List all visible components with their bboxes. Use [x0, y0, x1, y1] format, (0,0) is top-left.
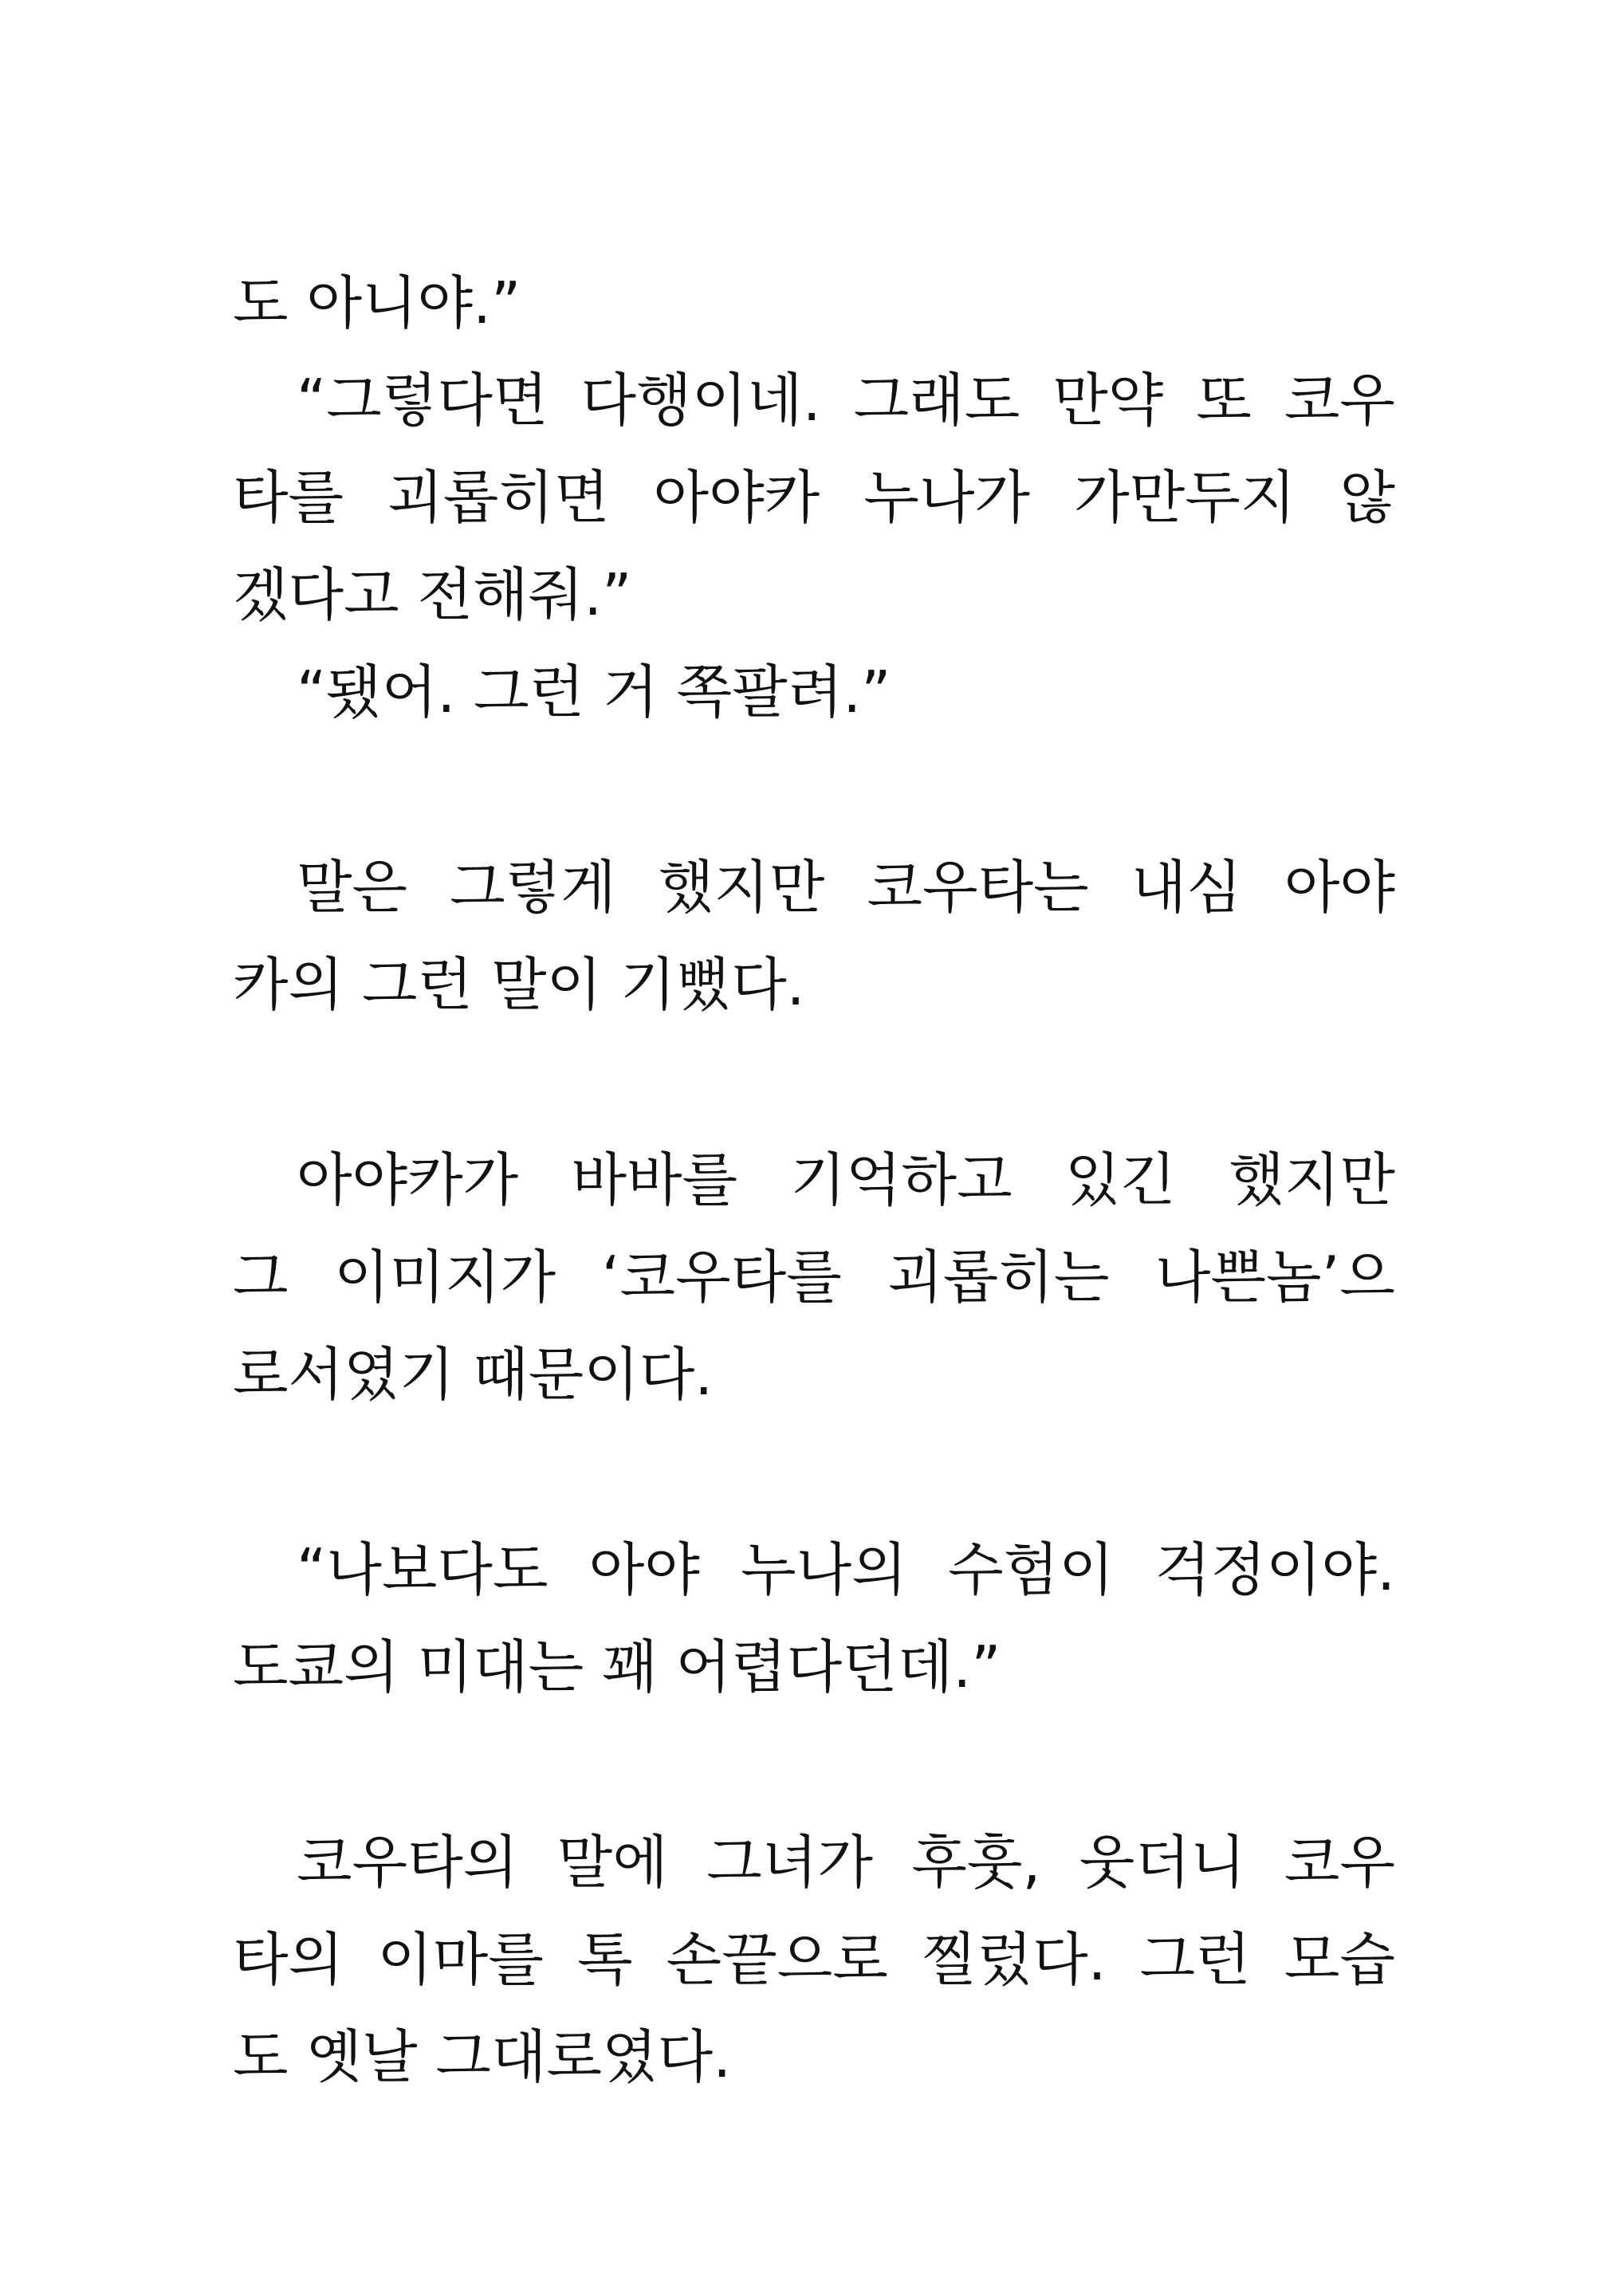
text-line: 로서였기 때문이다. — [233, 1341, 714, 1408]
text-line: “나보다도 아야 누나의 수험이 걱정이야. — [297, 1536, 1395, 1603]
text-line: 아야카가 바바를 기억하고 있긴 했지만 — [297, 1146, 1395, 1213]
text-line: 카의 그런 말이 기뻤다. — [233, 951, 805, 1018]
text-line: 도 아니야.” — [233, 269, 521, 336]
text-line: 타의 이마를 톡 손끝으로 찔렀다. 그런 모습 — [233, 1926, 1395, 1993]
text-line: 그 이미지가 ‘코우타를 괴롭히는 나쁜놈’으 — [233, 1244, 1395, 1311]
text-line: 코우타의 말에 그녀가 후훗, 웃더니 코우 — [297, 1829, 1395, 1896]
text-line: 말은 그렇게 했지만 코우타는 내심 아야 — [297, 854, 1395, 921]
text-line: “됐어. 그런 거 쪽팔려.” — [297, 659, 891, 725]
text-line: “그렇다면 다행이네. 그래도 만약 또 코우 — [297, 367, 1395, 434]
text-line: 도 옛날 그대로였다. — [233, 2023, 732, 2090]
text-line: 타를 괴롭히면 아야카 누나가 가만두지 않 — [233, 464, 1395, 531]
text-line: 도쿄의 미대는 꽤 어렵다던데.” — [233, 1634, 1001, 1700]
text-line: 겠다고 전해줘.” — [233, 561, 632, 628]
